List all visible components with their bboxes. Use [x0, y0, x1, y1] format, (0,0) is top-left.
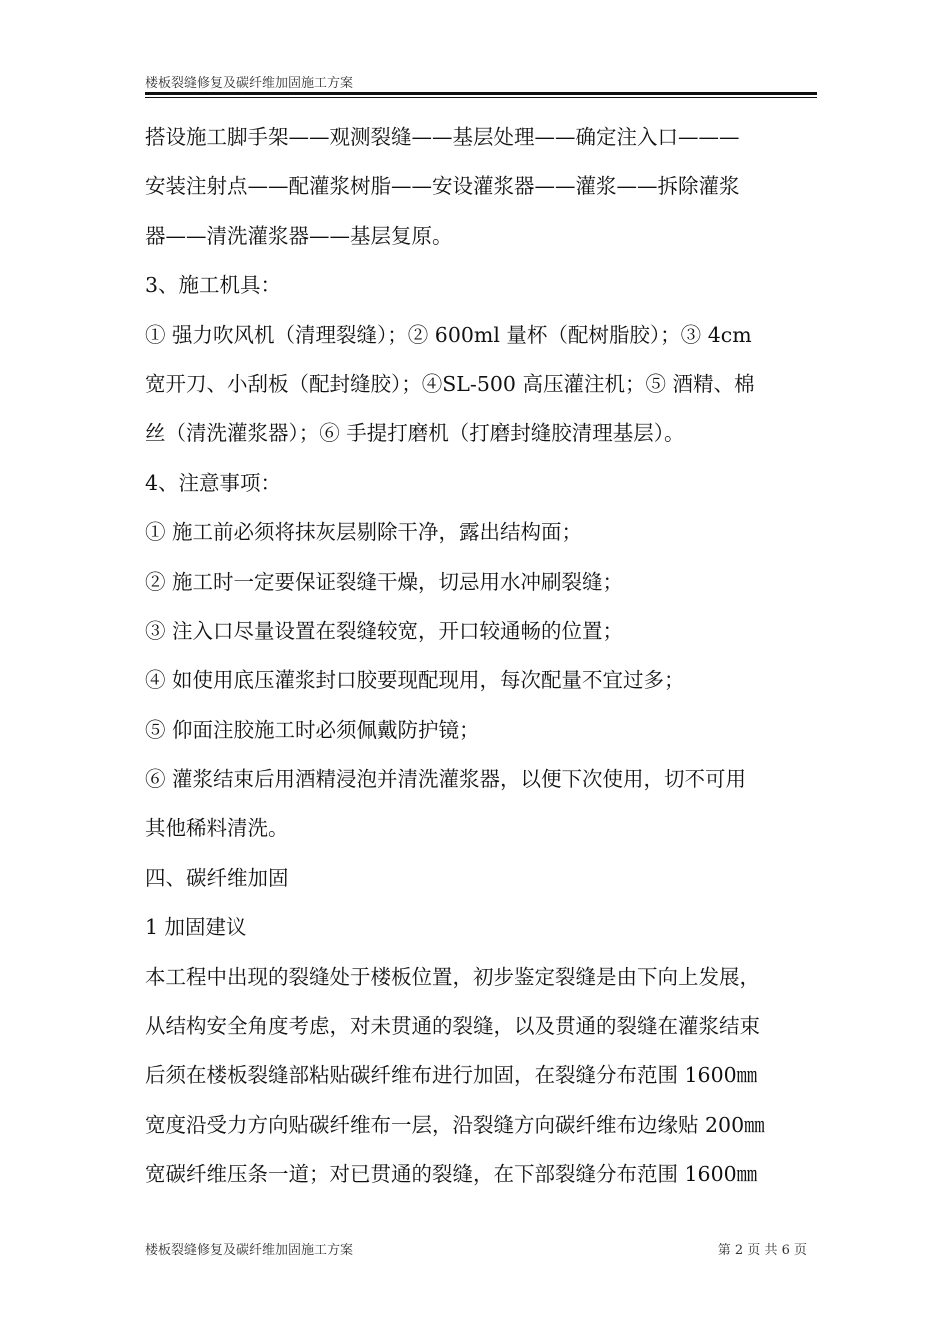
body-line: 宽碳纤维压条一道；对已贯通的裂缝，在下部裂缝分布范围 1600㎜ — [145, 1162, 758, 1187]
list-item: ⑤ 仰面注胶施工时必须佩戴防护镜； — [145, 717, 480, 742]
section-heading: 3、施工机具： — [145, 273, 282, 298]
page-header — [145, 70, 817, 100]
chapter-heading: 四、碳纤维加固 — [145, 865, 289, 890]
list-item: ① 施工前必须将抹灰层剔除干净，露出结构面； — [145, 520, 583, 545]
body-line: 本工程中出现的裂缝处于楼板位置，初步鉴定裂缝是由下向上发展， — [145, 964, 760, 989]
list-item: ⑥ 灌浆结束后用酒精浸泡并清洗灌浆器，以便下次使用，切不可用 — [145, 767, 747, 792]
footer-title: 楼板裂缝修复及碳纤维加固施工方案 — [145, 1243, 354, 1258]
list-item: ④ 如使用底压灌浆封口胶要现配现用，每次配量不宜过多； — [145, 668, 685, 693]
body-line: ① 强力吹风机（清理裂缝）；② 600ml 量杯（配树脂胶）；③ 4cm — [145, 322, 752, 347]
list-item: ③ 注入口尽量设置在裂缝较宽，开口较通畅的位置； — [145, 618, 624, 643]
subsection-heading: 1 加固建议 — [145, 915, 247, 940]
section-heading: 4、注意事项： — [145, 470, 282, 495]
list-item: ② 施工时一定要保证裂缝干燥，切忌用水冲刷裂缝； — [145, 569, 624, 594]
body-line: 从结构安全角度考虑，对未贯通的裂缝，以及贯通的裂缝在灌浆结束 — [145, 1014, 760, 1039]
document-body — [145, 113, 817, 1200]
header-rule-thick — [145, 92, 817, 95]
body-line: 器——清洗灌浆器——基层复原。 — [145, 223, 453, 248]
page-footer — [145, 1240, 817, 1262]
body-line: 安装注射点——配灌浆树脂——安设灌浆器——灌浆——拆除灌浆 — [145, 174, 740, 199]
header-rule-thin — [145, 97, 817, 98]
body-line: 宽开刀、小刮板（配封缝胶）；④SL-500 高压灌注机；⑤ 酒精、棉 — [145, 371, 755, 396]
body-line: 后须在楼板裂缝部粘贴碳纤维布进行加固，在裂缝分布范围 1600㎜ — [145, 1063, 758, 1088]
body-line: 丝（清洗灌浆器）；⑥ 手提打磨机（打磨封缝胶清理基层）。 — [145, 421, 685, 446]
header-title: 楼板裂缝修复及碳纤维加固施工方案 — [145, 76, 354, 91]
body-line: 其他稀料清洗。 — [145, 816, 289, 841]
page-number: 第 2 页 共 6 页 — [717, 1243, 807, 1258]
body-line: 搭设施工脚手架——观测裂缝——基层处理——确定注入口——— — [145, 125, 740, 149]
body-line: 宽度沿受力方向贴碳纤维布一层，沿裂缝方向碳纤维布边缘贴 200㎜ — [145, 1112, 765, 1137]
